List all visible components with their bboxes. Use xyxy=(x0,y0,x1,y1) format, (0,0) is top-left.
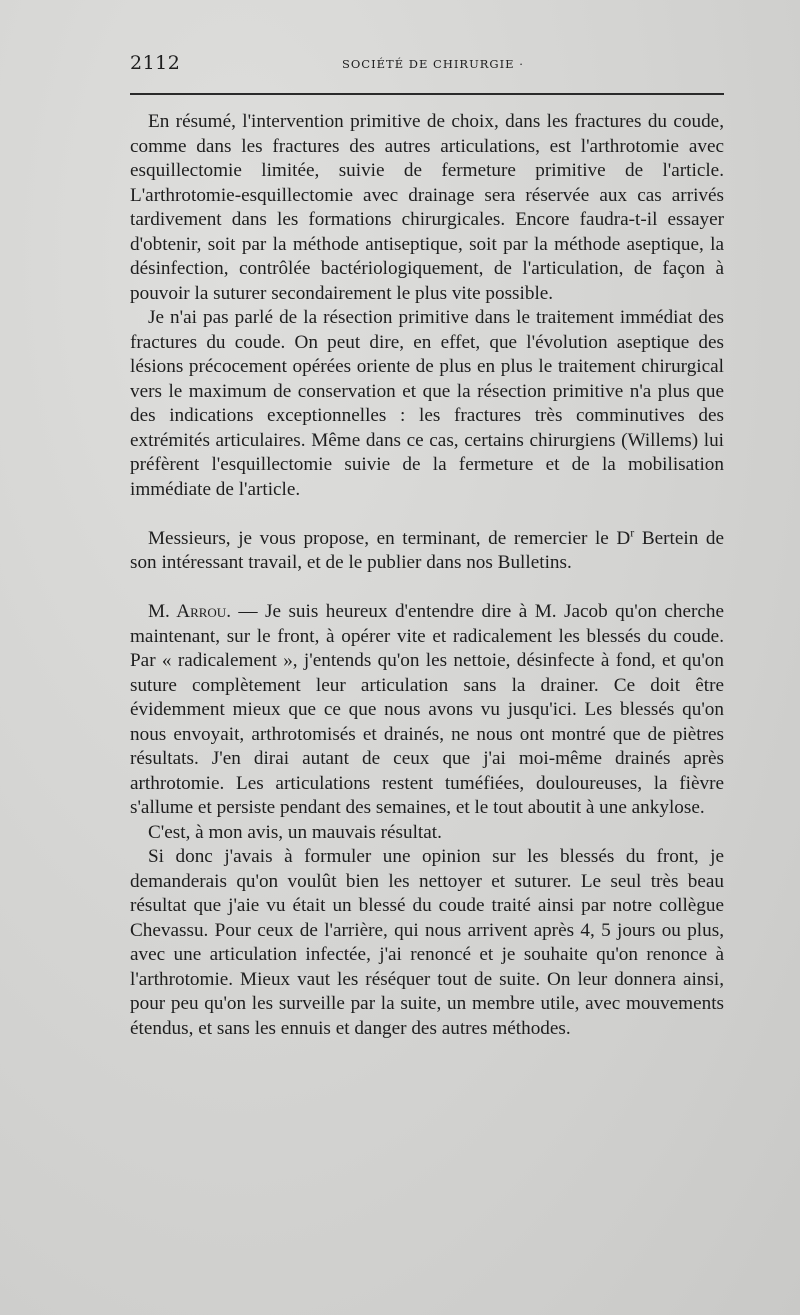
conclusion-text-end: Bertein de son intéressant travail, et de le publier dans nos Bulletins. xyxy=(130,527,725,573)
paragraph-arrou xyxy=(130,600,724,821)
page-header xyxy=(130,52,724,80)
running-head: SOCIÉTÉ DE CHIRURGIE · xyxy=(342,57,524,71)
paragraph-verdict: C'est, à mon avis, un mauvais résultat. xyxy=(148,821,442,843)
paragraph-summary: En résumé, l'intervention primitive de choix, dans les fractures du coude, comme dans les fractures des autres articulations, est l'arthrotomie avec esquillectomie limitée, suivie de fermeture primitive de l'article. L'arthrotomie-esquillectomie avec drainage sera réservée aux cas arrivés tardivement dans les formations chirurgicales. Encore faudra-t-il essayer d'obtenir, soit par la méthode antiseptique, soit par la méthode aseptique, la désinfection, contrôlée bactériologiquement, de l'articulation, de façon à pouvoir la suturer secondairement le plus vite possible. xyxy=(130,111,724,304)
paragraph-opinion: Si donc j'avais à formuler une opinion sur les blessés du front, je demanderais qu'on voulût bien les nettoyer et suturer. Le seul très beau résultat que j'aie vu était un blessé du coude traité ainsi par notre collègue Chevassu. Pour ceux de l'arrière, qui nous arrivent après 4, 5 jours ou plus, avec une articulation infectée, j'ai renoncé et je souhaite qu'on renonce à l'arthrotomie. Mieux vaut les réséquer tout de suite. On leur donnera ainsi, pour peu qu'on les surveille par la suite, un membre utile, avec mouvements étendus, et sans les ennuis et danger des autres méthodes. xyxy=(130,846,724,1039)
header-rule xyxy=(130,93,724,95)
conclusion-superscript: r xyxy=(630,525,635,540)
paragraph-conclusion xyxy=(130,527,724,576)
speaker-name: M. Arrou. xyxy=(148,601,231,622)
arrou-text: — Je suis heureux d'entendre dire à M. Jacob qu'on cherche maintenant, sur le front, à opérer vite et radicalement les blessés du coude. Par « radicalement », j'entends qu'on les nettoie, désinfecte à fond, et qu'on suture complètement leur articulation sans la drainer. Ce doit être évidemment mieux que ce que nous avons vu jusqu'ici. Les blessés qu'on nous envoyait, arthrotomisés et drainés, ne nous ont montré que de piètres résultats. J'en dirai autant de ceux que j'ai moi-même drainés après arthrotomie. Les articulations restent tuméfiées, douloureuses, la fièvre s'allume et persiste pendant des semaines, et le tout aboutit à une ankylose. xyxy=(130,601,724,818)
conclusion-text-start: Messieurs, je vous propose, en terminant, de remercier le D xyxy=(148,527,631,549)
body-text xyxy=(130,110,724,1041)
paragraph-resection: Je n'ai pas parlé de la résection primitive dans le traitement immédiat des fractures du coude. On peut dire, en effet, que l'évolution aseptique des lésions précocement opérées oriente de plus en plus le traitement chirurgical vers le maximum de conservation et que la résection primitive n'a plus que des indications exceptionnelles : les fractures très comminutives des extrémités articulaires. Même dans ce cas, certains chirurgiens (Willems) lui préfèrent l'esquillectomie suivie de la fermeture et de la mobilisation immédiate de l'article. xyxy=(130,307,724,500)
page-number: 2112 xyxy=(130,52,181,74)
